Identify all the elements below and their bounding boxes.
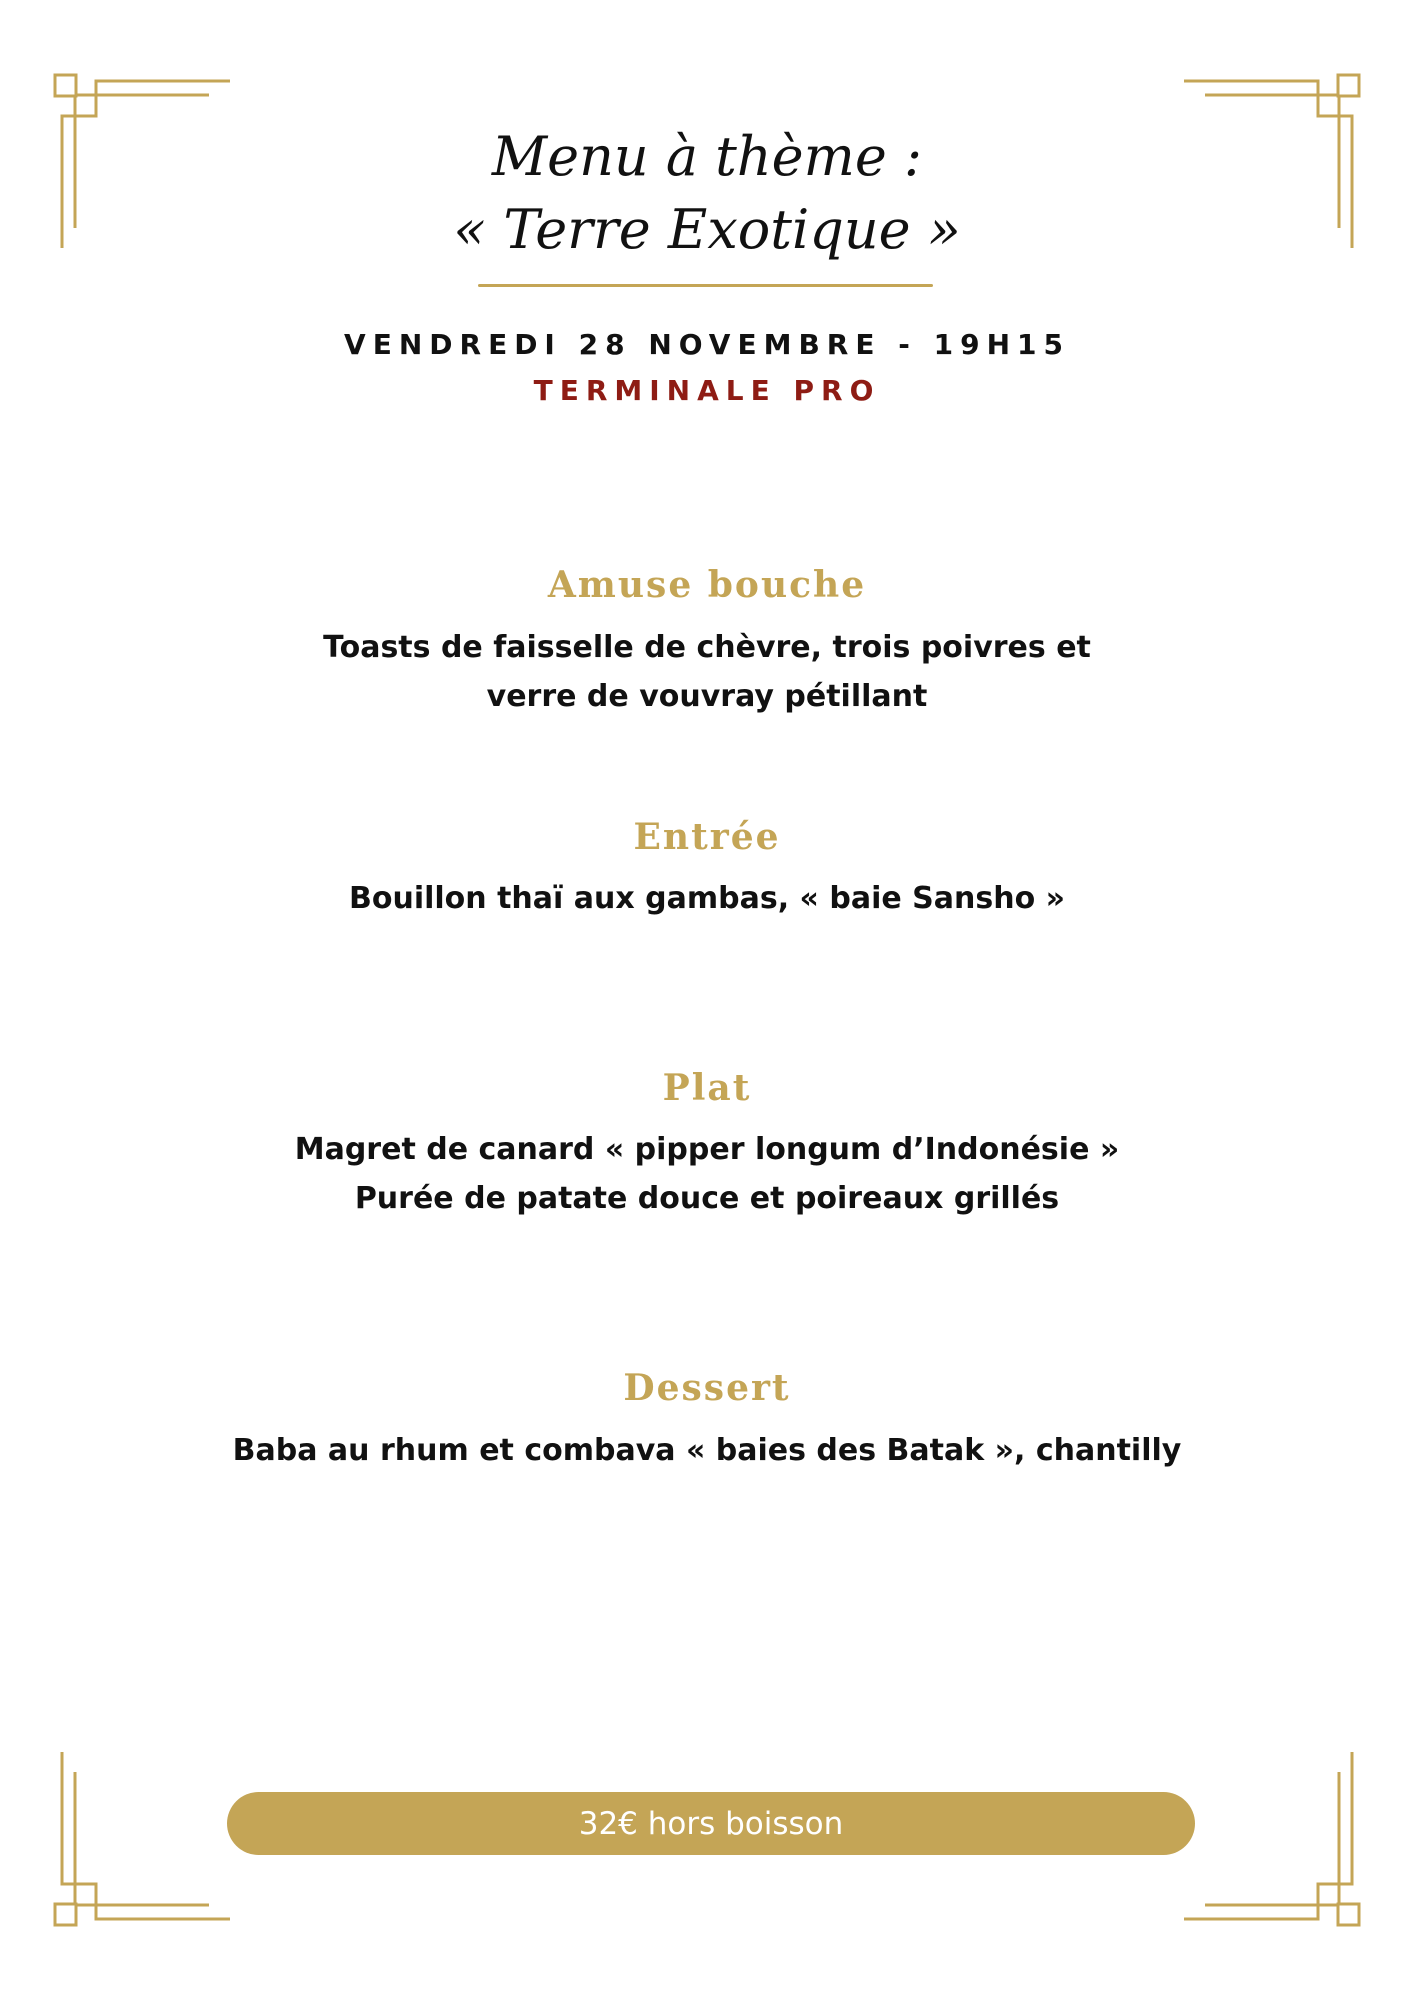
- course-dish: Baba au rhum et combava « baies des Batak », chantilly: [232, 1433, 1182, 1468]
- corner-ornament-bottom-right: [1154, 1740, 1414, 2000]
- event-class: TERMINALE PRO: [533, 374, 881, 407]
- course-heading: Dessert: [623, 1367, 791, 1409]
- price-banner: [227, 1792, 1195, 1855]
- course-heading: Amuse bouche: [547, 564, 867, 606]
- title-underline: [478, 284, 933, 287]
- corner-ornament-bottom-left: [0, 1740, 260, 2000]
- menu-title-line2: « Terre Exotique »: [453, 198, 961, 261]
- event-date: VENDREDI 28 NOVEMBRE - 19H15: [344, 328, 1070, 361]
- price-label: 32€ hors boisson: [578, 1805, 844, 1842]
- course-dish: Bouillon thaï aux gambas, « baie Sansho »: [348, 881, 1066, 916]
- course-dish: Magret de canard « pipper longum d’Indonésie »: [294, 1132, 1120, 1167]
- course-dish: Toasts de faisselle de chèvre, trois poivres et: [323, 630, 1091, 665]
- course-heading: Entrée: [633, 816, 781, 858]
- course-dish: verre de vouvray pétillant: [486, 679, 928, 714]
- menu-title-line1: Menu à thème :: [491, 125, 923, 188]
- course-heading: Plat: [662, 1067, 752, 1109]
- course-dish: Purée de patate douce et poireaux grillés: [354, 1181, 1060, 1216]
